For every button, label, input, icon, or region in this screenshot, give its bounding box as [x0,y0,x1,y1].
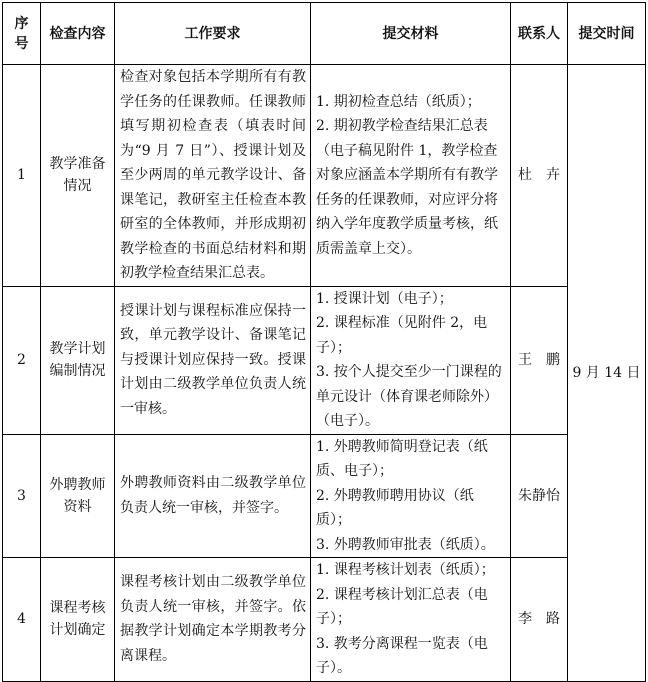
row-materials [311,286,511,434]
material-item: 3. 外聘教师审批表（纸质）。 [316,536,495,553]
table-row [3,434,646,558]
row-materials [311,434,511,558]
table-row [3,558,646,682]
header-materials: 提交材料 [311,3,511,65]
row-content: 教学准备 情况 [41,65,115,287]
inspection-table [2,2,646,682]
row-contact: 杜 卉 [511,65,568,287]
row-seq: 4 [3,558,41,682]
submit-time: 9 月 14 日 [568,65,646,682]
row-seq: 3 [3,434,41,558]
material-item: 1. 授课计划（电子）； [316,290,453,307]
row-content: 外聘教师 资料 [41,434,115,558]
row-materials [311,65,511,287]
header-contact: 联系人 [511,3,568,65]
row-requirement: 检查对象包括本学期所有有教学任务的任课教师。任课教师填写期初检查表（填表时间为“9 月 7 日”）、授课计划及至少两周的单元教学设计、备课笔记，教研室主任检查本教研室的全体教师，并形成期初教学检查的书面总结材料和期初教学检查结果汇总表。 [115,65,311,287]
row-materials [311,558,511,682]
row-content: 课程考核 计划确定 [41,558,115,682]
material-item: 2. 期初教学检查结果汇总表（电子稿见附件 1，教学检查对象应涵盖本学期所有有教学任务的任课教师，对应评分将纳入学年度教学质量考核，纸质需盖章上交）。 [316,118,498,257]
header-requirement: 工作要求 [115,3,311,65]
header-time: 提交时间 [568,3,646,65]
table-row [3,286,646,434]
material-item: 2. 外聘教师聘用协议（纸质）； [316,487,474,528]
row-requirement: 外聘教师资料由二级教学单位负责人统一审核，并签字。 [115,434,311,558]
header-row [3,3,646,65]
material-item: 2. 课程标准（见附件 2，电子）； [316,315,488,356]
row-requirement: 授课计划与课程标准应保持一致，单元教学设计、备课笔记与授课计划应保持一致。授课计划由二级教学单位负责人统一审核。 [115,286,311,434]
header-seq: 序 号 [3,3,41,65]
row-requirement: 课程考核计划由二级教学单位负责人统一审核，并签字。依据教学计划确定本学期教考分离课程。 [115,558,311,682]
table-row [3,65,646,287]
row-contact: 李 路 [511,558,568,682]
material-item: 3. 教考分离课程一览表（电子）。 [316,635,488,676]
row-content: 教学计划 编制情况 [41,286,115,434]
material-item: 1. 课程考核计划表（纸质）； [316,562,495,578]
material-item: 1. 外聘教师简明登记表（纸质、电子）； [316,438,488,479]
header-content: 检查内容 [41,3,115,65]
row-contact: 王 鹏 [511,286,568,434]
material-item: 1. 期初检查总结（纸质）； [316,93,481,110]
row-seq: 2 [3,286,41,434]
row-contact: 朱静怡 [511,434,568,558]
material-item: 2. 课程考核计划汇总表（电子）； [316,586,488,627]
row-seq: 1 [3,65,41,287]
material-item: 3. 按个人提交至少一门课程的单元设计（体育课老师除外）（电子）。 [316,364,502,429]
